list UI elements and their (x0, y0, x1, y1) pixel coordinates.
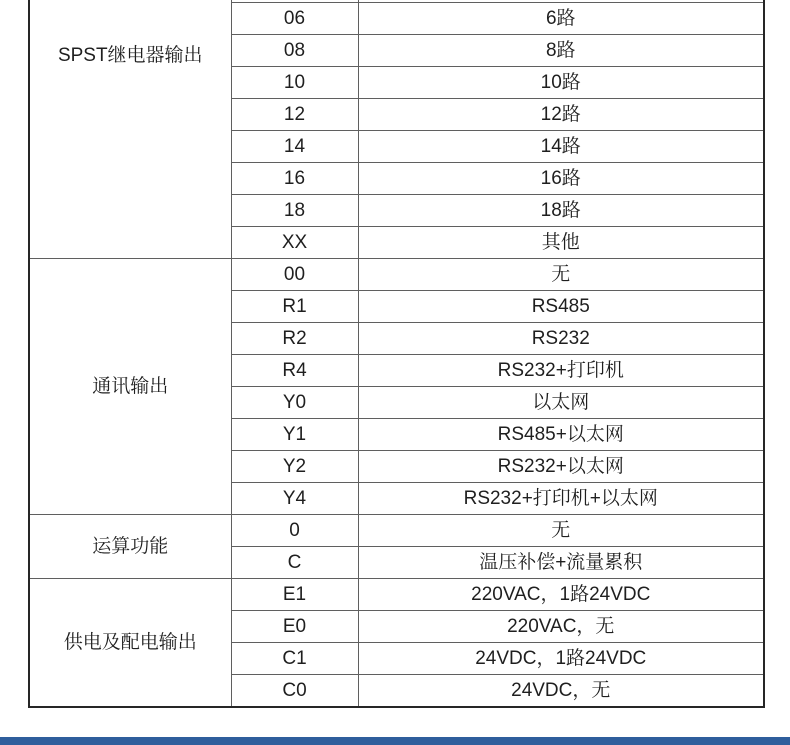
description-cell: RS232+以太网 (358, 451, 764, 483)
description-cell: 10路 (358, 67, 764, 99)
description-cell: 24VDC，无 (358, 675, 764, 708)
description-cell: RS232+打印机+以太网 (358, 483, 764, 515)
code-cell: E1 (231, 579, 358, 611)
code-cell: C0 (231, 675, 358, 708)
description-cell: 220VAC，无 (358, 611, 764, 643)
code-cell: C1 (231, 643, 358, 675)
code-cell: E0 (231, 611, 358, 643)
category-cell: 通讯输出 (29, 259, 231, 515)
code-cell: 10 (231, 67, 358, 99)
table-row (29, 515, 764, 547)
description-cell: 其他 (358, 227, 764, 259)
code-cell: Y2 (231, 451, 358, 483)
category-cell: 运算功能 (29, 515, 231, 579)
product-selection-table (28, 0, 765, 708)
description-cell: 12路 (358, 99, 764, 131)
description-cell: RS232 (358, 323, 764, 355)
spec-table-body (29, 0, 764, 707)
description-cell: 以太网 (358, 387, 764, 419)
description-cell: 温压补偿+流量累积 (358, 547, 764, 579)
code-cell: 18 (231, 195, 358, 227)
code-cell: Y1 (231, 419, 358, 451)
code-cell: Y4 (231, 483, 358, 515)
code-cell: R4 (231, 355, 358, 387)
category-cell: SPST继电器输出 (29, 0, 231, 259)
code-cell: 12 (231, 99, 358, 131)
table-row (29, 259, 764, 291)
description-cell: 24VDC，1路24VDC (358, 643, 764, 675)
code-cell: XX (231, 227, 358, 259)
table-row (29, 579, 764, 611)
description-cell: 16路 (358, 163, 764, 195)
description-cell: RS485 (358, 291, 764, 323)
description-cell: 无 (358, 515, 764, 547)
description-cell: 6路 (358, 3, 764, 35)
code-cell: 08 (231, 35, 358, 67)
bottom-blue-bar (0, 737, 790, 745)
description-cell: 8路 (358, 35, 764, 67)
code-cell: R1 (231, 291, 358, 323)
code-cell: 14 (231, 131, 358, 163)
description-cell: RS232+打印机 (358, 355, 764, 387)
code-cell: C (231, 547, 358, 579)
code-cell: R2 (231, 323, 358, 355)
description-cell: 14路 (358, 131, 764, 163)
description-cell: 220VAC，1路24VDC (358, 579, 764, 611)
category-cell: 供电及配电输出 (29, 579, 231, 708)
code-cell: 00 (231, 259, 358, 291)
description-cell: 无 (358, 259, 764, 291)
description-cell: 18路 (358, 195, 764, 227)
code-cell: 06 (231, 3, 358, 35)
description-cell: RS485+以太网 (358, 419, 764, 451)
code-cell: 0 (231, 515, 358, 547)
code-cell: Y0 (231, 387, 358, 419)
code-cell: 16 (231, 163, 358, 195)
